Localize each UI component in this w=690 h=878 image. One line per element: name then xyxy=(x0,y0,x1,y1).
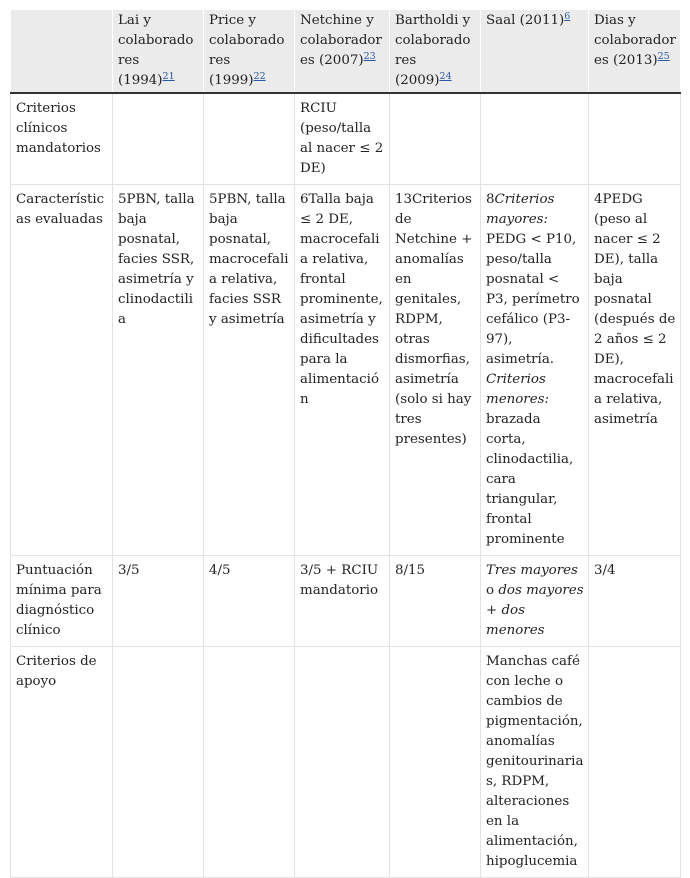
table-row xyxy=(11,647,681,878)
table-cell: 6Talla baja ≤ 2 DE, macrocefalia relativa, frontal prominente, asimetría y dificultades para la alimentación xyxy=(295,185,390,556)
header-dias: Dias y colaboradores (2013)$^{25}$ xyxy=(589,10,681,93)
header-empty xyxy=(11,10,113,93)
ref-link[interactable]: 22 xyxy=(253,71,266,82)
ref-link[interactable]: 21 xyxy=(162,71,175,82)
table-cell xyxy=(390,93,481,185)
table-cell xyxy=(589,93,681,185)
table-cell: 4/5 xyxy=(204,556,295,647)
table-cell: 3/5 xyxy=(113,556,204,647)
table-cell xyxy=(589,647,681,878)
table-cell: 3/5 + RCIU mandatorio xyxy=(295,556,390,647)
row-label: Puntuación mínima para diagnóstico clínico xyxy=(11,556,113,647)
row-label: Características evaluadas xyxy=(11,185,113,556)
ref-link[interactable]: 23 xyxy=(363,51,376,62)
ref-link[interactable]: 6 xyxy=(564,11,571,22)
row-label: Criterios de apoyo xyxy=(11,647,113,878)
table-cell: Manchas café con leche o cambios de pigmentación, anomalías genitourinarias, RDPM, alteraciones en la alimentación, hipoglucemia xyxy=(481,647,589,878)
table-row xyxy=(11,556,681,647)
table-cell xyxy=(204,93,295,185)
table-row xyxy=(11,93,681,185)
header-price: Price y colaboradores (1999)$^{22}$ xyxy=(204,10,295,93)
table-cell xyxy=(481,93,589,185)
table-cell: 3/4 xyxy=(589,556,681,647)
header-netchine: Netchine y colaboradores (2007)$^{23}$ xyxy=(295,10,390,93)
table-row xyxy=(11,185,681,556)
table-cell: 8Criterios mayores: PEDG < P10, peso/talla posnatal < P3, perímetro cefálico (P3-97), asimetría. Criterios menores: brazada corta, clinodactilia, cara triangular, frontal prominente xyxy=(481,185,589,556)
table-cell: RCIU (peso/talla al nacer ≤ 2 DE) xyxy=(295,93,390,185)
table-cell xyxy=(113,93,204,185)
table-cell: 8/15 xyxy=(390,556,481,647)
table-cell xyxy=(204,647,295,878)
ref-link[interactable]: 24 xyxy=(439,71,452,82)
table-cell: 13Criterios de Netchine + anomalías en genitales, RDPM, otras dismorfias, asimetría (solo si hay tres presentes) xyxy=(390,185,481,556)
row-label: Criterios clínicos mandatorios xyxy=(11,93,113,185)
header-saal: Saal (2011)$^6$ xyxy=(481,10,589,93)
table-cell: 5PBN, talla baja posnatal, macrocefalia relativa, facies SSR y asimetría xyxy=(204,185,295,556)
header-lai: Lai y colaboradores (1994)$^{21}$ xyxy=(113,10,204,93)
header-bartholdi: Bartholdi y colaboradores (2009)$^{24}$ xyxy=(390,10,481,93)
table-cell: 4PEDG (peso al nacer ≤ 2 DE), talla baja posnatal (después de 2 años ≤ 2 DE), macrocefalia relativa, asimetría xyxy=(589,185,681,556)
table-cell xyxy=(390,647,481,878)
ref-link[interactable]: 25 xyxy=(657,51,670,62)
table-cell: Tres mayores o dos mayores + dos menores xyxy=(481,556,589,647)
criteria-table xyxy=(10,10,681,878)
table-cell xyxy=(113,647,204,878)
header-row xyxy=(11,10,681,93)
table-cell: 5PBN, talla baja posnatal, facies SSR, asimetría y clinodactilia xyxy=(113,185,204,556)
table-cell xyxy=(295,647,390,878)
